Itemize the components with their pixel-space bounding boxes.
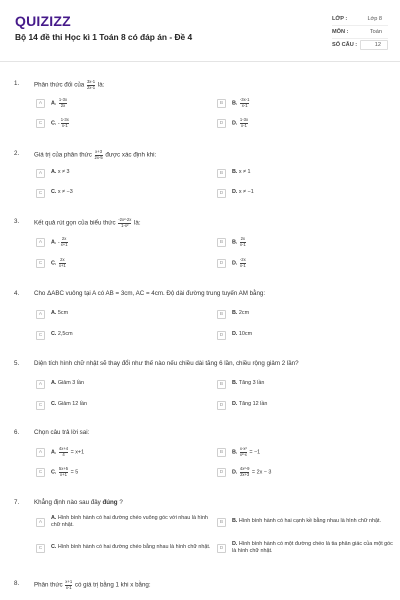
option-letter-badge: C	[36, 119, 45, 128]
option-letter-badge: C	[36, 468, 45, 477]
fraction-numerator: x+3	[95, 149, 103, 154]
option-text: B. $\frac{\text{x-x²}}{\text{x²-x}}$ = −1	[232, 445, 261, 457]
question-text: Giá trị của phân thức $\frac{x+3}{2x-5}$ được xác định khi:	[34, 149, 157, 160]
option-prefix: C.	[51, 189, 58, 196]
option-letter-badge: C	[36, 401, 45, 410]
option-text: C. Hình bình hành có hai đường chéo bằng nhau là hình chữ nhật.	[51, 544, 211, 551]
option-text: A. - $\frac{2x}{x+1}$	[51, 235, 68, 247]
fraction	[59, 447, 68, 457]
option-letter-badge: C	[36, 189, 45, 198]
answer-option-d[interactable]	[217, 536, 394, 560]
fraction-numerator: 2x	[60, 256, 65, 262]
option-prefix: C.	[51, 469, 58, 476]
question-text: Diện tích hình chữ nhật sẽ thay đổi như thế nào nếu chiều dài tăng 6 lần, chiều rộng giảm 2 lần?	[34, 360, 299, 367]
option-prefix: D.	[232, 331, 239, 338]
meta-key: LỚP :	[332, 15, 348, 22]
question-number: 5.	[14, 360, 20, 367]
fraction-denominator: x-1	[65, 584, 72, 590]
option-prefix: A.	[51, 169, 58, 176]
option-letter-badge: A	[36, 238, 45, 247]
option-prefix: B.	[232, 310, 239, 317]
option-text	[232, 237, 247, 247]
meta-row-class	[332, 12, 388, 25]
fraction-denominator: x-1	[239, 241, 246, 247]
fraction-numerator: 1-3x	[60, 116, 69, 122]
option-prefix: C.	[51, 544, 58, 551]
option-letter-badge: C	[36, 331, 45, 340]
option-letter-badge: C	[36, 259, 45, 268]
question-number: 4.	[14, 290, 20, 297]
option-letter-badge: A	[36, 99, 45, 108]
option-prefix: B.	[232, 449, 239, 456]
fraction-denominator: x+1	[60, 241, 68, 247]
option-prefix: C.	[51, 401, 58, 408]
fraction	[59, 98, 67, 108]
option-letter-badge: D	[217, 119, 226, 128]
question-number: 1.	[14, 80, 20, 87]
answer-option-b[interactable]	[217, 445, 260, 459]
option-letter-badge: A	[36, 380, 45, 389]
option-text: A. Giảm 3 lần	[51, 380, 84, 387]
option-prefix: A.	[51, 100, 58, 107]
answer-option-b[interactable]	[217, 166, 251, 180]
fraction-numerator: x+1	[65, 579, 73, 584]
fraction	[240, 447, 247, 457]
fraction-numerator: -2x	[239, 256, 246, 262]
fraction-numerator: 4x+4	[58, 445, 69, 451]
option-prefix: D.	[232, 540, 239, 547]
answer-option-b[interactable]	[217, 235, 247, 249]
option-text	[232, 118, 249, 128]
option-text: B. 2cm	[232, 310, 250, 317]
option-text: D. $\frac{\text{4x²-9}}{2x+3}$ = 2x − 3	[232, 465, 272, 477]
question-number: 8.	[14, 580, 20, 587]
option-prefix: D.	[232, 260, 239, 267]
option-text: A. Hình bình hành có hai đường chéo vuông góc với nhau là hình chữ nhật.	[51, 514, 208, 528]
option-text	[51, 98, 68, 108]
option-text: D. Hình bình hành có một đường chéo là tia phân giác của một góc là hình chữ nhật.	[232, 540, 393, 554]
option-text: C. $\frac{5x+5}{x+1}$ = 5	[51, 465, 79, 477]
answer-option-d[interactable]	[217, 328, 252, 342]
fraction-denominator: x-1	[239, 262, 246, 268]
fraction-numerator: -2x²-2x	[118, 217, 132, 222]
meta-row-subject	[332, 25, 388, 38]
option-prefix: C.	[51, 331, 58, 338]
option-letter-badge: D	[217, 401, 226, 410]
fraction-denominator: 2x-1	[86, 84, 96, 90]
answer-option-b[interactable]	[217, 96, 250, 110]
option-prefix: B.	[232, 518, 239, 525]
fraction-numerator: 2x	[240, 235, 246, 241]
option-prefix: D.	[232, 189, 239, 196]
option-text: C. - $\frac{1-3x}{x-1}$	[51, 116, 69, 128]
fraction-numerator: -3x-1	[239, 96, 250, 102]
fraction-numerator: 3x-1	[86, 79, 96, 84]
option-letter-badge: D	[217, 331, 226, 340]
answer-option-a[interactable]	[36, 235, 69, 249]
answer-option-d[interactable]	[217, 116, 249, 130]
answer-option-a[interactable]	[36, 510, 213, 534]
option-prefix: A.	[51, 310, 58, 317]
meta-value: Lớp 8	[367, 15, 382, 22]
option-text: B. Hình bình hành có hai cạnh kề bằng nhau là hình chữ nhật.	[232, 518, 381, 525]
fraction	[240, 98, 250, 108]
option-letter-badge: C	[36, 544, 45, 553]
answer-option-a[interactable]	[36, 377, 84, 391]
option-text: A. x ≠ 3	[51, 169, 70, 176]
fraction-numerator: 1-3x	[58, 96, 68, 102]
fraction-denominator: x-1	[61, 122, 68, 128]
option-letter-badge: D	[217, 259, 226, 268]
meta-value: 12	[360, 40, 388, 50]
option-prefix: A.	[51, 380, 58, 387]
option-text: D. x ≠ −1	[232, 189, 254, 196]
option-letter-badge: B	[217, 238, 226, 247]
answer-option-d[interactable]	[217, 186, 254, 200]
option-prefix: A.	[51, 239, 58, 246]
option-prefix: B.	[232, 380, 239, 387]
fraction-numerator: 4x²-9	[239, 465, 250, 471]
fraction-numerator: x-x²	[239, 445, 247, 451]
answer-option-b[interactable]	[217, 377, 264, 391]
option-letter-badge: A	[36, 448, 45, 457]
meta-panel	[332, 12, 388, 51]
fraction-denominator: x-1	[241, 102, 248, 108]
question-emphasis: đúng	[102, 499, 118, 506]
fraction-denominator: 2x	[60, 102, 66, 108]
answer-option-a[interactable]	[36, 96, 68, 110]
answer-option-d[interactable]	[217, 398, 267, 412]
option-text	[232, 258, 247, 268]
answer-option-d[interactable]	[217, 256, 247, 270]
option-text: C. 2,5cm	[51, 331, 73, 338]
option-prefix: B.	[232, 100, 239, 107]
option-text	[232, 98, 250, 108]
answer-option-c[interactable]	[36, 328, 73, 342]
page-title: Bộ 14 đề thi Học kì 1 Toán 8 có đáp án - Đề 4	[15, 32, 193, 42]
meta-row-count	[332, 38, 388, 51]
fraction-denominator: x²-x	[239, 451, 247, 457]
option-letter-badge: B	[217, 448, 226, 457]
question-text: Khẳng định nào sau đây đúng ?	[34, 499, 123, 506]
option-prefix: B.	[232, 169, 239, 176]
fraction-denominator: 4	[62, 451, 65, 457]
fraction	[65, 580, 72, 590]
option-letter-badge: B	[217, 380, 226, 389]
option-letter-badge: D	[217, 468, 226, 477]
fraction	[59, 467, 68, 477]
fraction-denominator: x+1	[58, 262, 66, 268]
answer-option-d[interactable]	[217, 465, 271, 479]
option-text: A. $\frac{4x+4}{4}$ = x+1	[51, 445, 85, 457]
fraction-numerator: 2x	[61, 235, 67, 241]
option-letter-badge: D	[217, 544, 226, 553]
worksheet-header	[0, 0, 400, 62]
fraction-denominator: 2x+3	[240, 471, 250, 477]
fraction-denominator: x-1	[241, 122, 247, 128]
option-prefix: D.	[232, 401, 239, 408]
option-letter-badge: B	[217, 518, 226, 527]
quizizz-logo: QUIZIZZ	[15, 13, 71, 29]
option-text: C. x ≠ −3	[51, 189, 73, 196]
option-letter-badge: B	[217, 169, 226, 178]
fraction	[118, 218, 131, 228]
fraction-denominator: 2x-5	[94, 154, 103, 160]
option-prefix: C.	[51, 260, 58, 267]
option-text: C. Giảm 12 lần	[51, 401, 87, 408]
question-text: Phân thức $\frac{x+1}{x-1}$ có giá trị bằng 1 khi x bằng:	[34, 579, 151, 590]
answer-option-a[interactable]	[36, 307, 68, 321]
option-text	[51, 258, 67, 268]
answer-option-b[interactable]	[217, 307, 249, 321]
question-text: Cho ΔABC vuông tại A có AB = 3cm, AC = 4cm. Độ dài đường trung tuyến AM bằng:	[34, 290, 266, 297]
fraction-denominator: x+1	[60, 471, 67, 477]
question-number: 3.	[14, 218, 20, 225]
question-number: 6.	[14, 429, 20, 436]
fraction	[240, 467, 250, 477]
fraction	[87, 80, 95, 90]
option-text: B. x ≠ 1	[232, 169, 251, 176]
option-prefix: A.	[51, 514, 58, 521]
option-text: D. Tăng 12 lần	[232, 401, 268, 408]
meta-key: MÔN :	[332, 29, 349, 35]
question-text: Kết quả rút gọn của biểu thức $\frac{\text{-2x²-2x}}{\text{1-x²}}$ là:	[34, 217, 141, 228]
meta-key: SỐ CÂU :	[332, 42, 358, 48]
option-prefix: B.	[232, 239, 239, 246]
answer-option-c[interactable]	[36, 536, 213, 560]
fraction	[59, 258, 66, 268]
option-text: B. Tăng 3 lần	[232, 380, 265, 387]
fraction	[95, 150, 103, 160]
answer-option-a[interactable]	[36, 166, 70, 180]
fraction	[240, 118, 248, 128]
question-text: Phân thức đối của $\frac{3x-1}{2x-1}$ là:	[34, 79, 105, 90]
answer-option-c[interactable]	[36, 256, 67, 270]
option-letter-badge: D	[217, 189, 226, 198]
option-letter-badge: A	[36, 518, 45, 527]
option-letter-badge: A	[36, 310, 45, 319]
answer-option-a[interactable]	[36, 445, 84, 459]
meta-value: Toán	[369, 29, 382, 35]
answer-option-c[interactable]	[36, 186, 73, 200]
fraction-numerator: 5x+5	[58, 465, 69, 471]
answer-option-c[interactable]	[36, 116, 70, 130]
question-text: Chọn câu trả lời sai:	[34, 429, 90, 436]
option-text: A. 5cm	[51, 310, 69, 317]
answer-option-c[interactable]	[36, 398, 87, 412]
question-number: 2.	[14, 150, 20, 157]
answer-option-b[interactable]	[217, 510, 394, 534]
option-prefix: D.	[232, 469, 239, 476]
question-number: 7.	[14, 499, 20, 506]
option-letter-badge: B	[217, 310, 226, 319]
fraction	[240, 258, 246, 268]
fraction	[61, 237, 68, 247]
option-prefix: A.	[51, 449, 58, 456]
answer-option-c[interactable]	[36, 465, 78, 479]
fraction	[240, 237, 246, 247]
option-prefix: C.	[51, 120, 58, 127]
fraction	[61, 118, 69, 128]
fraction-numerator: 1-3x	[239, 116, 249, 122]
option-prefix: D.	[232, 120, 239, 127]
option-letter-badge: B	[217, 99, 226, 108]
fraction-denominator: 1-x²	[121, 222, 129, 228]
option-text: D. 10cm	[232, 331, 253, 338]
option-letter-badge: A	[36, 169, 45, 178]
